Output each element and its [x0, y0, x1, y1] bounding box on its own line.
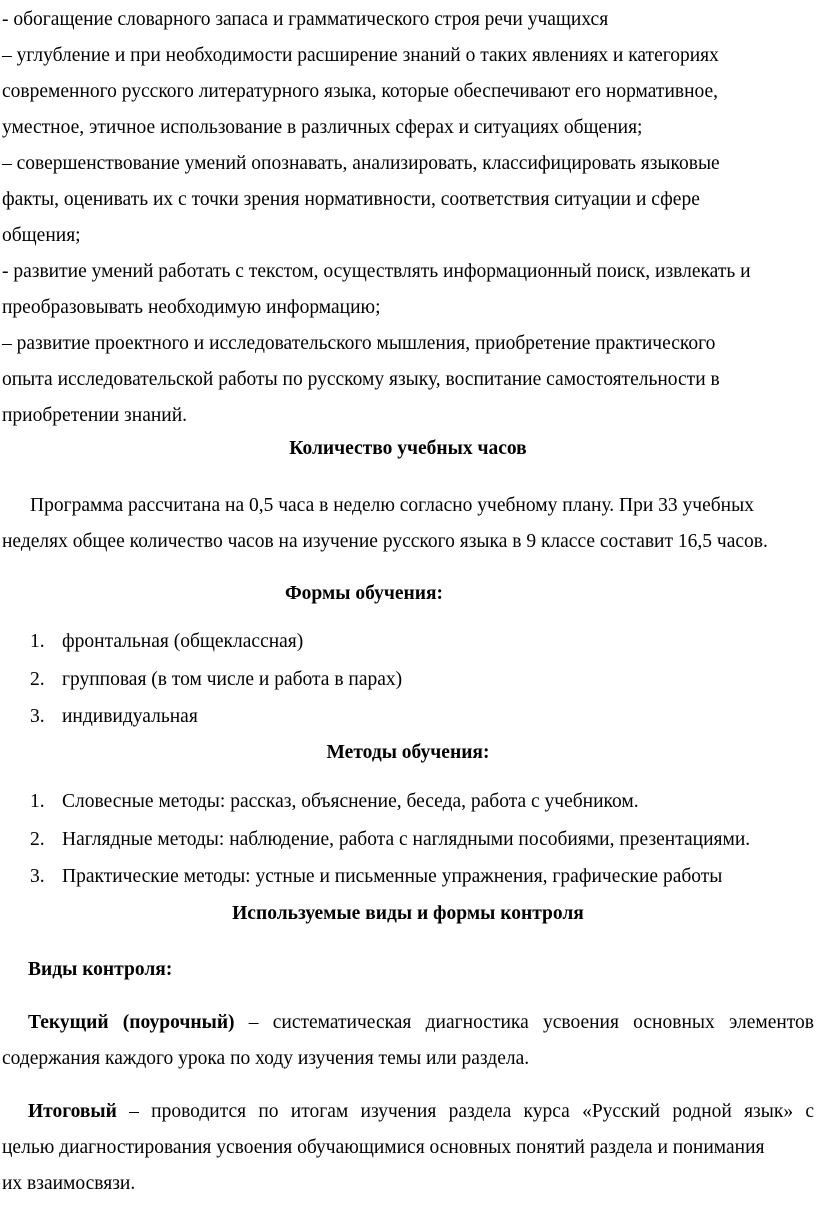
final-control-text: – проводится по итогам изучения раздела курса «Русский родной язык» с — [116, 1101, 814, 1122]
list-item — [30, 790, 639, 814]
current-control-term: Текущий (поурочный) — [28, 1012, 235, 1033]
goal-line: - развитие умений работать с текстом, осуществлять информационный поиск, извлекать и — [2, 261, 751, 282]
list-number: 1. — [30, 791, 45, 812]
control-heading: Используемые виды и формы контроля — [232, 903, 584, 924]
goal-line: общения; — [2, 225, 81, 246]
hours-heading: Количество учебных часов — [289, 438, 527, 459]
goal-line: преобразовывать необходимую информацию; — [2, 297, 381, 318]
goal-line: опыта исследовательской работы по русскому языку, воспитание самостоятельности в — [2, 369, 720, 390]
hours-text: неделях общее количество часов на изучение русского языка в 9 классе составит 16,5 часов. — [2, 531, 768, 552]
goal-line: – развитие проектного и исследовательского мышления, приобретение практического — [2, 333, 716, 354]
list-text: групповая (в том числе и работа в парах) — [62, 669, 403, 690]
list-item — [30, 865, 722, 889]
list-item — [30, 668, 402, 692]
list-number: 3. — [30, 706, 45, 727]
list-text: Наглядные методы: наблюдение, работа с наглядными пособиями, презентациями. — [62, 829, 751, 850]
goal-line: уместное, этичное использование в различных сферах и ситуациях общения; — [2, 117, 643, 138]
goal-line: – углубление и при необходимости расширение знаний о таких явлениях и категориях — [2, 45, 719, 66]
forms-heading: Формы обучения: — [284, 583, 444, 604]
hours-text: Программа рассчитана на 0,5 часа в неделю согласно учебному плану. При 33 учебных — [30, 495, 754, 516]
goal-line: – совершенствование умений опознавать, анализировать, классифицировать языковые — [2, 153, 720, 174]
goal-line: современного русского литературного языка, которые обеспечивают его нормативное, — [2, 81, 719, 102]
goal-line: факты, оценивать их с точки зрения нормативности, соответствия ситуации и сфере — [2, 189, 700, 210]
list-text: Словесные методы: рассказ, объяснение, беседа, работа с учебником. — [62, 791, 639, 812]
current-control-line — [28, 1011, 814, 1035]
list-item — [30, 630, 303, 654]
current-control-line: содержания каждого урока по ходу изучения темы или раздела. — [2, 1048, 530, 1069]
final-control-term: Итоговый — [28, 1101, 117, 1122]
final-control-line: целью диагностирования усвоения обучающимися основных понятий раздела и понимания — [2, 1137, 765, 1158]
list-number: 3. — [30, 866, 45, 887]
list-item — [30, 828, 750, 852]
list-number: 2. — [30, 669, 45, 690]
list-item — [30, 705, 198, 729]
goal-line: приобретении знаний. — [2, 405, 188, 426]
methods-heading: Методы обучения: — [326, 742, 490, 763]
list-text: Практические методы: устные и письменные упражнения, графические работы — [62, 866, 723, 887]
goal-line: - обогащение словарного запаса и грамматического строя речи учащихся — [2, 9, 609, 30]
list-text: индивидуальная — [62, 706, 198, 727]
list-number: 1. — [30, 631, 45, 652]
current-control-text: – систематическая диагностика усвоения основных элементов — [234, 1012, 815, 1033]
control-subheading: Виды контроля: — [28, 959, 173, 980]
list-text: фронтальная (общеклассная) — [62, 631, 304, 652]
final-control-line: их взаимосвязи. — [2, 1173, 136, 1194]
list-number: 2. — [30, 829, 45, 850]
final-control-line — [28, 1100, 814, 1124]
